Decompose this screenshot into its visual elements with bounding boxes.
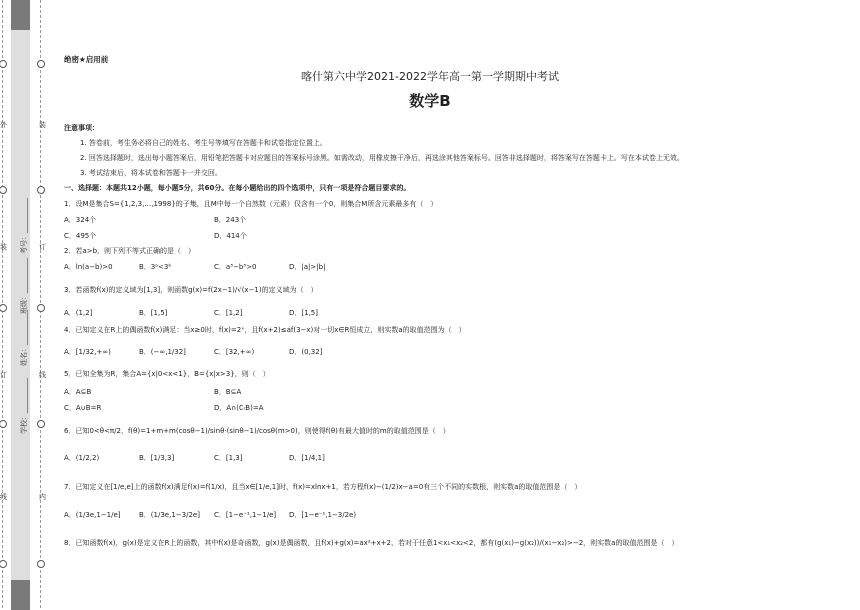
id-field-label: 考号：__________: [20, 198, 28, 254]
question-stem: 6．已知0<θ<π/2，f(θ)=1+m+m(cosθ−1)/sinθ·(sinθ−1)/cosθ(m>0)，则使得f(θ)有最大值时的m的取值范围是（ ）: [64, 427, 450, 435]
binding-hole: [0, 186, 7, 194]
binding-hole: [37, 60, 45, 68]
question-stem: 3．若函数f(x)的定义域为[1,3]，则函数g(x)=f(2x−1)/√(x−1)的定义域为（ ）: [64, 286, 318, 294]
section-heading: 一、选择题：本题共12小题，每小题5分，共60分。在每小题给出的四个选项中，只有一项是符合题目要求的。: [64, 184, 411, 192]
option: B．243个: [214, 216, 247, 224]
binding-hole: [37, 304, 45, 312]
binding-hole: [37, 560, 45, 568]
binding-hole: [0, 420, 7, 428]
note-item: 1. 答卷前，考生务必将自己的姓名、考生号等填写在答题卡和试卷指定位置上。: [80, 139, 327, 147]
option: B．(1/3e,1−3/2e]: [139, 511, 200, 519]
option: B．[1,5]: [139, 309, 168, 317]
option: A．A⊆B: [64, 388, 92, 396]
option: B．3ᵃ<3ᵇ: [139, 263, 172, 271]
question-stem: 7．已知定义在[1/e,e]上的函数f(x)满足f(x)=f(1/x)，且当x∈[1/e,1]时，f(x)=xlnx+1，若方程f(x)−(1/2)x−a=0有三个不同的实数根，则实数a的取值范围是（ ）: [64, 483, 582, 491]
option: B．B⊆A: [214, 388, 242, 396]
outer-label: 订: [0, 371, 7, 379]
outer-label: 线: [0, 493, 7, 501]
option: C．a³−b³>0: [214, 263, 257, 271]
option: C．[1,3]: [214, 454, 243, 462]
outer-label: 外: [0, 121, 7, 129]
inner-label: 线: [39, 371, 46, 379]
question-stem: 1．设M是集合S={1,2,3,…,1998}的子集，且M中每一个自然数（元素）仅含有一个0，则集合M所含元素最多有（ ）: [64, 200, 438, 208]
option: C．[32,+∞): [214, 348, 255, 356]
binding-hole: [37, 186, 45, 194]
option: A．[1/32,+∞): [64, 348, 111, 356]
note-item: 2. 回答选择题时，选出每小题答案后，用铅笔把答题卡对应题目的答案标号涂黑。如需改动，用橡皮擦干净后，再选涂其他答案标号。回答非选择题时，将答案写在答题卡上。写在本试卷上无效。: [80, 154, 684, 162]
inner-label: 装: [39, 121, 46, 129]
binding-top-block: [11, 0, 30, 30]
option: B．(−∞,1/32]: [139, 348, 186, 356]
option: A．(1/2,2): [64, 454, 100, 462]
note-item: 3. 考试结束后，将本试卷和答题卡一并交回。: [80, 169, 222, 177]
question-stem: 5．已知全集为R，集合A={x|0<x<1}，B={x|x>3}，则（ ）: [64, 370, 270, 378]
name-field-label: 姓名：__________: [20, 310, 28, 366]
option: D．[1/4,1]: [289, 454, 325, 462]
class-field-label: 班级：__________: [20, 258, 28, 314]
option: A．(1/3e,1−1/e]: [64, 511, 121, 519]
option: D．(0,32]: [289, 348, 323, 356]
option: D．[1−e⁻¹,1−3/2e): [289, 511, 357, 519]
exam-page: [60, 0, 850, 608]
inner-label: 订: [39, 243, 46, 251]
inner-label: 内: [39, 493, 46, 501]
outer-label: 装: [0, 243, 7, 251]
option: A．324个: [64, 216, 97, 224]
option: C．495个: [64, 232, 97, 240]
question-stem: 8．已知函数f(x)，g(x)是定义在R上的函数，其中f(x)是奇函数，g(x)是偶函数，且f(x)+g(x)=ax²+x+2，若对于任意1<x₁<x₂<2，都有(g(x₁)−g(x₂))/(x₁−x₂)>−2，则实数a的取值范围是（ ）: [64, 539, 679, 547]
option: D．A∩(∁ᵣB)=A: [214, 404, 264, 412]
option: C．A∪B=R: [64, 404, 102, 412]
option: A．(1,2]: [64, 309, 93, 317]
binding-hole: [0, 60, 7, 68]
confidential-tag: 绝密★启用前: [64, 55, 109, 64]
option: C．[1−e⁻¹,1−1/e]: [214, 511, 277, 519]
binding-hole: [0, 304, 7, 312]
question-stem: 2．若a>b，则下列不等式正确的是（ ）: [64, 247, 196, 255]
school-field-label: 学校：__________: [20, 378, 28, 434]
binding-bottom-block: [11, 580, 30, 610]
notes-heading: 注意事项：: [64, 124, 99, 132]
question-stem: 4．已知定义在R上的偶函数f(x)满足：当x≥0时，f(x)=2ˣ，且f(x+2)≤af(3−x)对一切x∈R恒成立，则实数a的取值范围为（ ）: [64, 326, 466, 334]
option: D．414个: [214, 232, 247, 240]
option: C．[1,2]: [214, 309, 243, 317]
option: A．ln(a−b)>0: [64, 263, 113, 271]
option: D．[1,5]: [289, 309, 318, 317]
binding-margin: [0, 0, 55, 608]
binding-hole: [0, 560, 7, 568]
binding-hole: [37, 420, 45, 428]
subject-title: 数学B: [409, 92, 451, 110]
option: D．|a|>|b|: [289, 263, 326, 271]
exam-title: 喀什第六中学2021-2022学年高一第一学期期中考试: [301, 70, 559, 83]
option: B．[1/3,3]: [139, 454, 175, 462]
